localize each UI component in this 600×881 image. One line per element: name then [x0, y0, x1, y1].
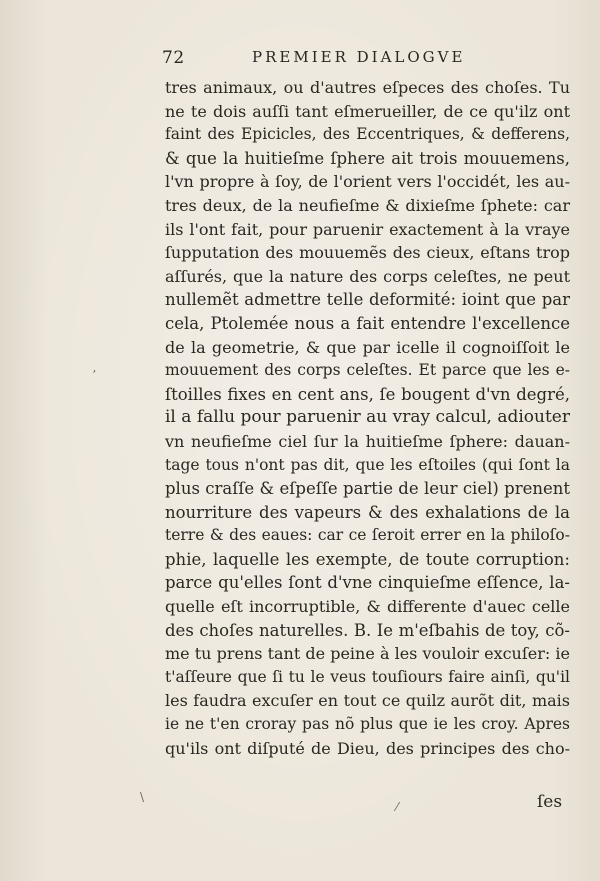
text-line: ils l'ont fait, pour paruenir exactement à la vraye — [165, 219, 570, 239]
text-line: phie, laquelle les exempte, de toute corruption: — [165, 549, 570, 569]
margin-mark: \ — [140, 790, 145, 804]
text-line: & que la huitieſme ſphere ait trois mouuemens, — [165, 148, 570, 168]
text-line: il a fallu pour paruenir au vray calcul, adiouter — [165, 407, 570, 428]
text-line: ne te dois auſſi tant eſmerueiller, de ce qu'ilz ont — [165, 101, 570, 121]
text-line: nourriture des vapeurs & des exhalations de la — [165, 502, 570, 522]
body-text — [165, 76, 570, 760]
text-line: des choſes naturelles. B. Ie m'eſbahis de toy, cõ- — [165, 620, 570, 640]
text-line: tage tous n'ont pas dit, que les eſtoiles (qui ſont la — [165, 455, 570, 474]
ink-mark: ⁄ — [396, 800, 399, 814]
text-line: de la geometrie, & que par icelle il cognoiſſoit le — [165, 337, 570, 357]
text-line: tres deux, de la neufieſme & dixieſme ſphete: car — [165, 195, 570, 215]
text-line: plus craſſe & eſpeſſe partie de leur ciel) prenent — [165, 479, 570, 499]
text-line: terre & des eaues: car ce ſeroit errer en la philoſo- — [165, 526, 570, 545]
text-line: tres animaux, ou d'autres eſpeces des choſes. Tu — [165, 78, 570, 97]
text-line: mouuement des corps celeſtes. Et parce que les e- — [165, 361, 570, 380]
text-line: ſtoilles fixes en cent ans, ſe bougent d'vn degré, — [165, 384, 570, 404]
text-line: ie ne t'en croray pas nõ plus que ie les croy. Apres — [165, 715, 570, 734]
text-line: l'vn propre à ſoy, de l'orient vers l'occidét, les au- — [165, 172, 570, 192]
text-line: t'aſſeure que ſi tu le veus touſiours faire ainſi, qu'il — [165, 667, 570, 686]
text-line: ſupputation des mouuemẽs des cieux, eſtans trop — [165, 243, 570, 263]
text-line: les faudra excuſer en tout ce quilz aurõt dit, mais — [165, 691, 570, 711]
text-line: aſſurés, que la nature des corps celeſtes, ne peut — [165, 266, 570, 286]
page-header — [162, 48, 572, 72]
running-title: PREMIER DIALOGVE — [252, 48, 466, 66]
text-line: cela, Ptolemée nous a fait entendre l'excellence — [165, 313, 570, 333]
folio-number: 72 — [162, 48, 185, 68]
text-line: me tu prens tant de peine à les vouloir excuſer: ie — [165, 644, 570, 664]
text-line: qu'ils ont diſputé de Dieu, des principes des cho- — [165, 738, 570, 758]
text-line: parce qu'elles ſont d'vne cinquieſme eſſence, la- — [165, 573, 570, 593]
catchword: ſes — [537, 792, 563, 812]
text-line: nullemẽt admettre telle deformité: ioint que par — [165, 290, 570, 310]
margin-mark: ʼ — [92, 368, 96, 382]
text-line: quelle eſt incorruptible, & differente d'auec celle — [165, 597, 570, 617]
text-line: vn neufieſme ciel ſur la huitieſme ſphere: dauan- — [165, 431, 570, 451]
text-line: faint des Epicicles, des Eccentriques, & defferens, — [165, 125, 570, 144]
